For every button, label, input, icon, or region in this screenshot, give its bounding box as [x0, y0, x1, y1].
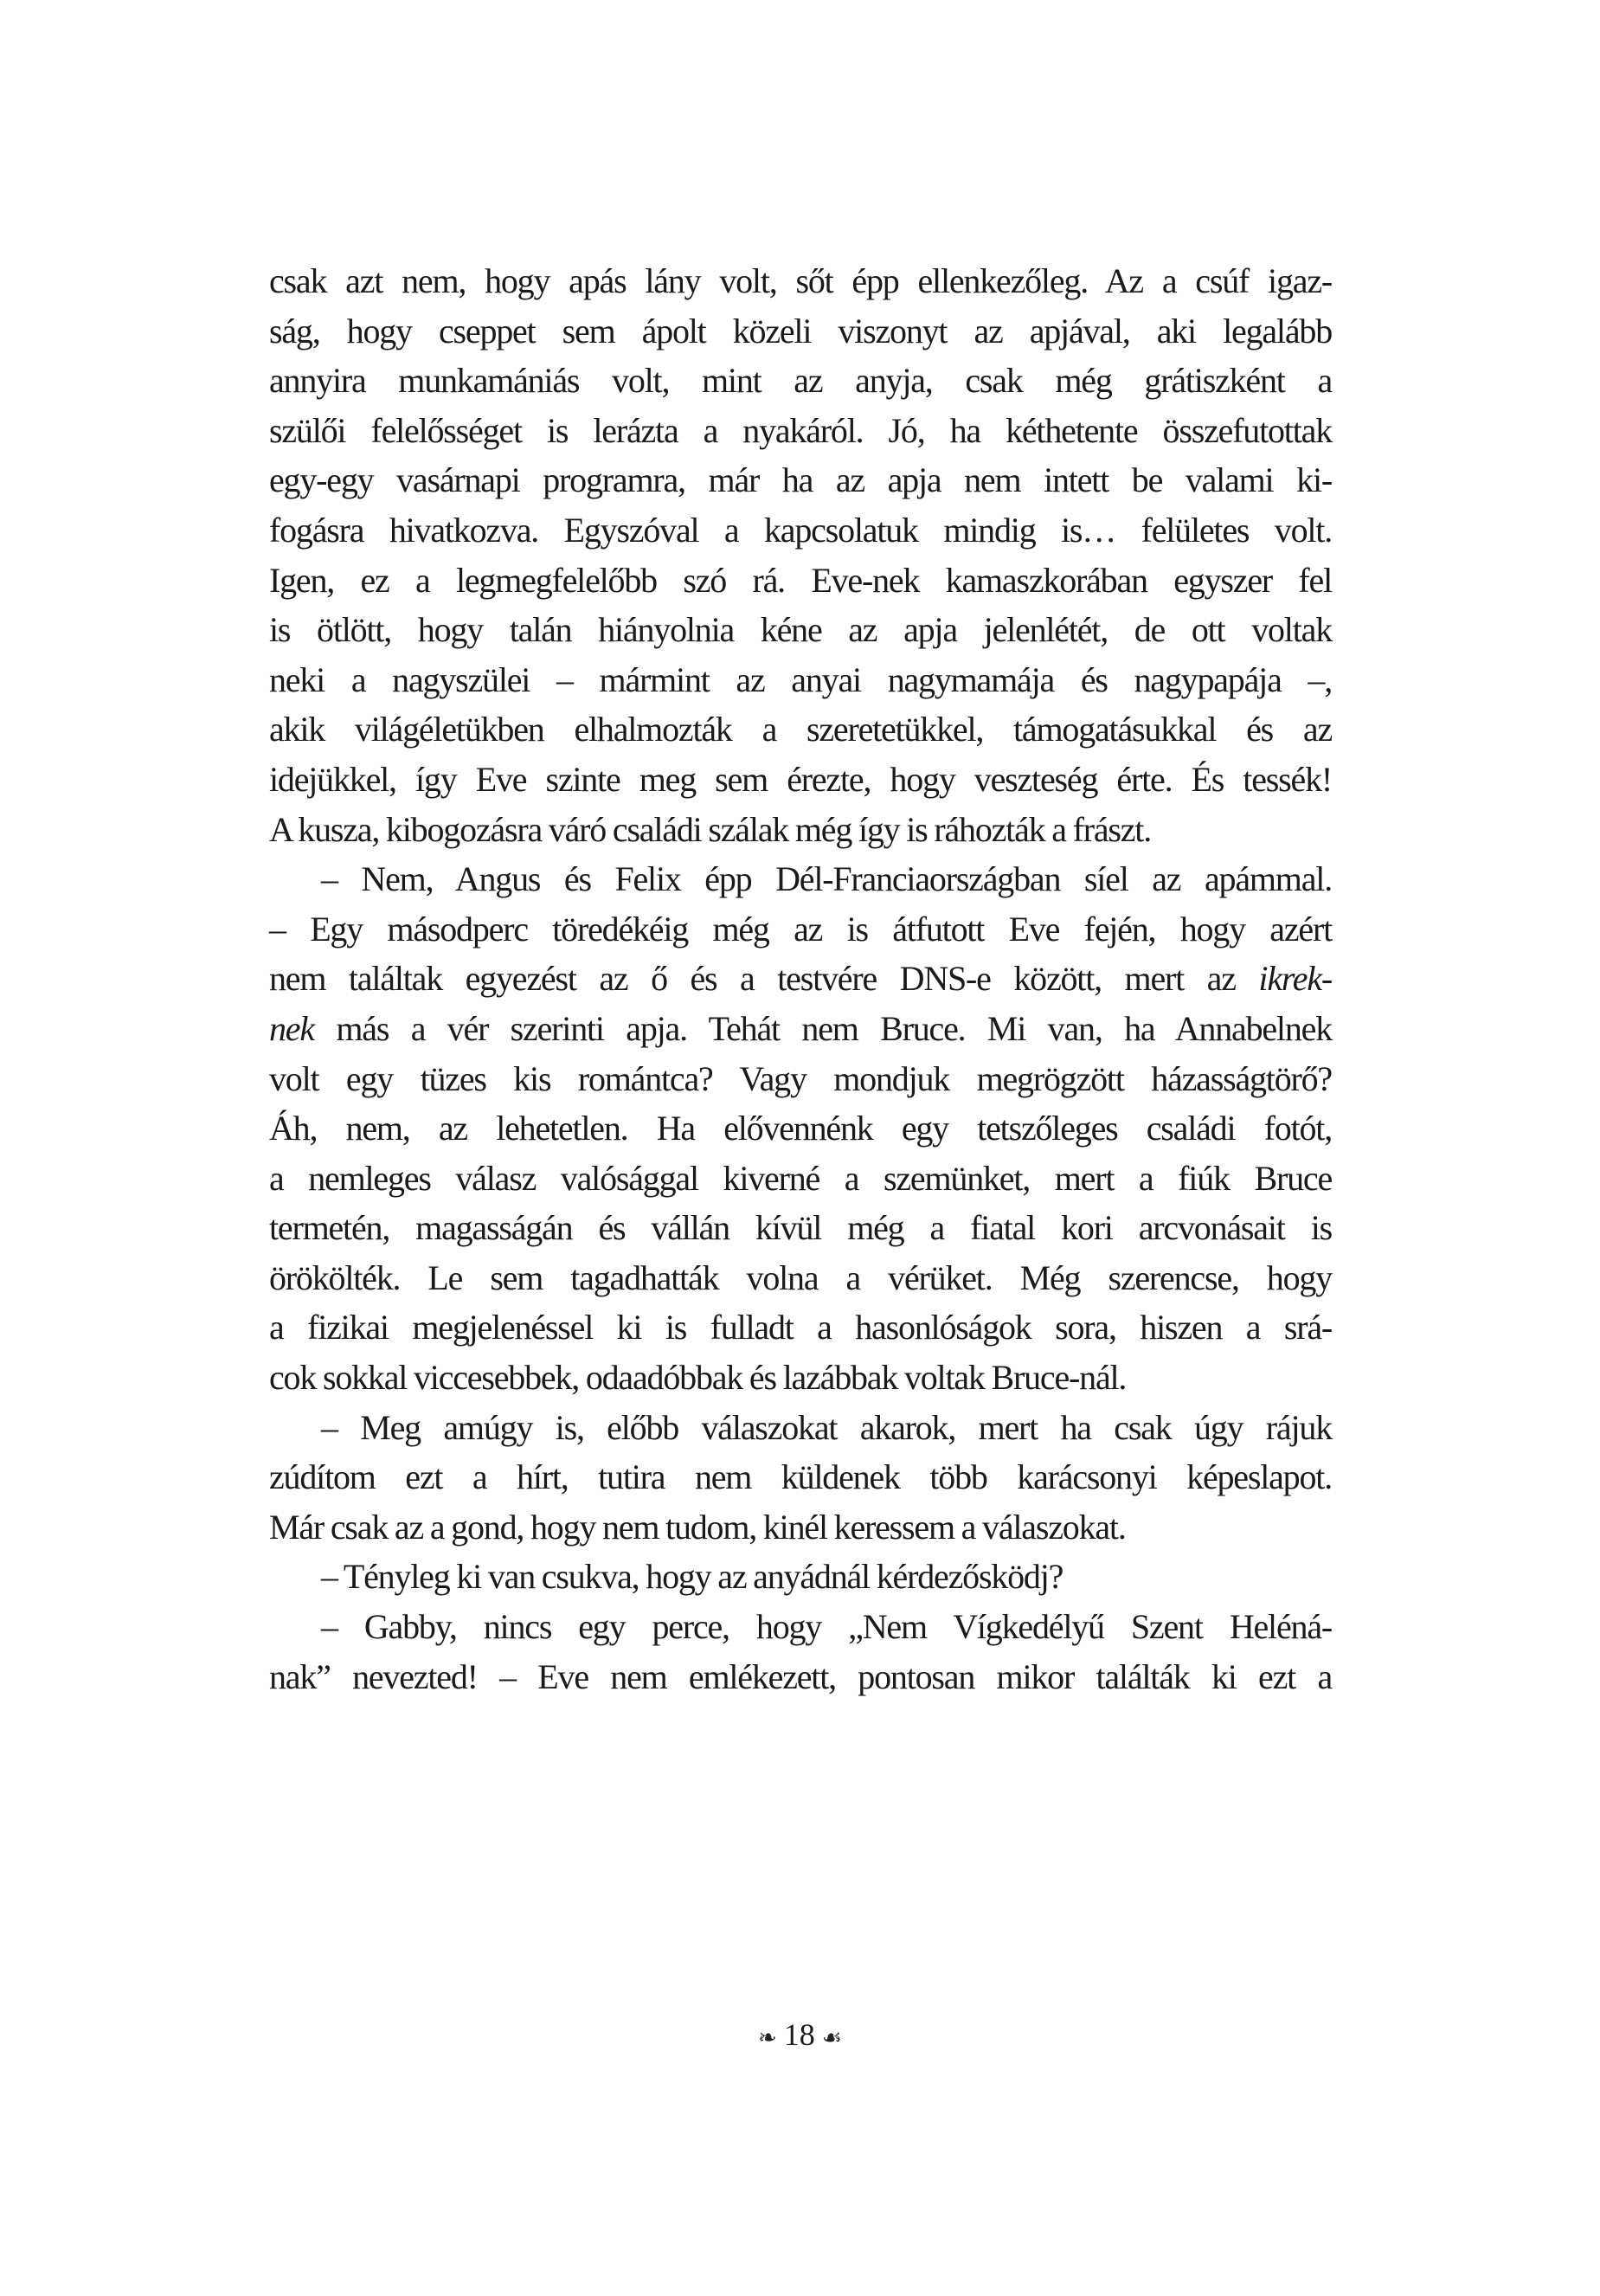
text-line: idejükkel, így Eve szinte meg sem érezte, hogy veszteség érte. És tessék!	[269, 759, 1332, 799]
leaf-ornament-icon: ☙	[821, 2024, 843, 2050]
text-segment: más a vér szerinti apja. Tehát nem Bruce. Mi van, ha Annabelnek	[313, 1008, 1332, 1048]
text-line: volt egy tüzes kis romántca? Vagy mondjuk megrögzött házasságtörő?	[269, 1058, 1332, 1098]
text-line: is ötlött, hogy talán hiányolnia kéne az apja jelenlétét, de ott voltak	[269, 610, 1332, 650]
text-line: zúdítom ezt a hírt, tutira nem küldenek több karácsonyi képeslapot.	[269, 1457, 1332, 1497]
text-line: fogásra hivatkozva. Egyszóval a kapcsolatuk mindig is… felületes volt.	[269, 510, 1332, 550]
text-line: örökölték. Le sem tagadhatták volna a vérüket. Még szerencse, hogy	[269, 1257, 1332, 1297]
text-line: termetén, magasságán és vállán kívül még a fiatal kori arcvonásait is	[269, 1208, 1332, 1248]
body-text	[269, 256, 1332, 1701]
dialogue-line: – Tényleg ki van csukva, hogy az anyádnál kérdezősködj?	[321, 1557, 1063, 1597]
dialogue-line: – Gabby, nincs egy perce, hogy „Nem Vígkedélyű Szent Heléná-	[321, 1607, 1332, 1647]
text-line: akik világéletükben elhalmozták a szeretetükkel, támogatásukkal és az	[269, 710, 1332, 749]
text-line: szülői felelősséget is lerázta a nyakáról. Jó, ha kéthetente összefutottak	[269, 410, 1332, 450]
text-line: annyira munkamániás volt, mint az anyja, csak még grátiszként a	[269, 361, 1332, 401]
text-line: neki a nagyszülei – mármint az anyai nagymamája és nagypapája –,	[269, 659, 1332, 699]
text-line: A kusza, kibogozásra váró családi szálak még így is ráhozták a frászt.	[269, 809, 1152, 849]
text-line: Már csak az a gond, hogy nem tudom, kinél keressem a válaszokat.	[269, 1507, 1126, 1547]
text-line: nak” nevezted! – Eve nem emlékezett, pontosan mikor találták ki ezt a	[269, 1656, 1332, 1696]
italic-word: nek	[269, 1008, 314, 1048]
dialogue-line: – Nem, Angus és Felix épp Dél-Franciaországban síel az apámmal.	[321, 859, 1332, 899]
text-line: – Egy másodperc töredékéig még az is átfutott Eve fején, hogy azért	[269, 909, 1332, 949]
text-line	[269, 954, 1332, 1004]
page-number: 18	[783, 2017, 815, 2052]
italic-word: ikrek-	[1258, 959, 1332, 999]
dialogue-line: – Meg amúgy is, előbb válaszokat akarok, mert ha csak úgy rájuk	[321, 1407, 1332, 1447]
text-segment: nem találtak egyezést az ő és a testvére DNS-e között, mert az	[269, 959, 1259, 999]
leaf-ornament-icon: ❧	[757, 2024, 777, 2050]
text-line: a fizikai megjelenéssel ki is fulladt a hasonlóságok sora, hiszen a srá-	[269, 1308, 1332, 1347]
text-line	[269, 1004, 1332, 1054]
text-line: egy-egy vasárnapi programra, már ha az apja nem intett be valami ki-	[269, 460, 1332, 500]
text-line: csak azt nem, hogy apás lány volt, sőt épp ellenkezőleg. Az a csúf igaz-	[269, 261, 1332, 300]
text-line: cok sokkal viccesebbek, odaadóbbak és lazábbak voltak Bruce-nál.	[269, 1358, 1127, 1398]
text-line: Áh, nem, az lehetetlen. Ha elővennénk egy tetszőleges családi fotót,	[269, 1109, 1332, 1148]
text-line: a nemleges válasz valósággal kiverné a szemünket, mert a fiúk Bruce	[269, 1158, 1332, 1198]
page-footer	[0, 2016, 1600, 2053]
text-line: ság, hogy cseppet sem ápolt közeli viszonyt az apjával, aki legalább	[269, 311, 1332, 351]
text-line: Igen, ez a legmegfelelőbb szó rá. Eve-nek kamaszkorában egyszer fel	[269, 560, 1332, 600]
